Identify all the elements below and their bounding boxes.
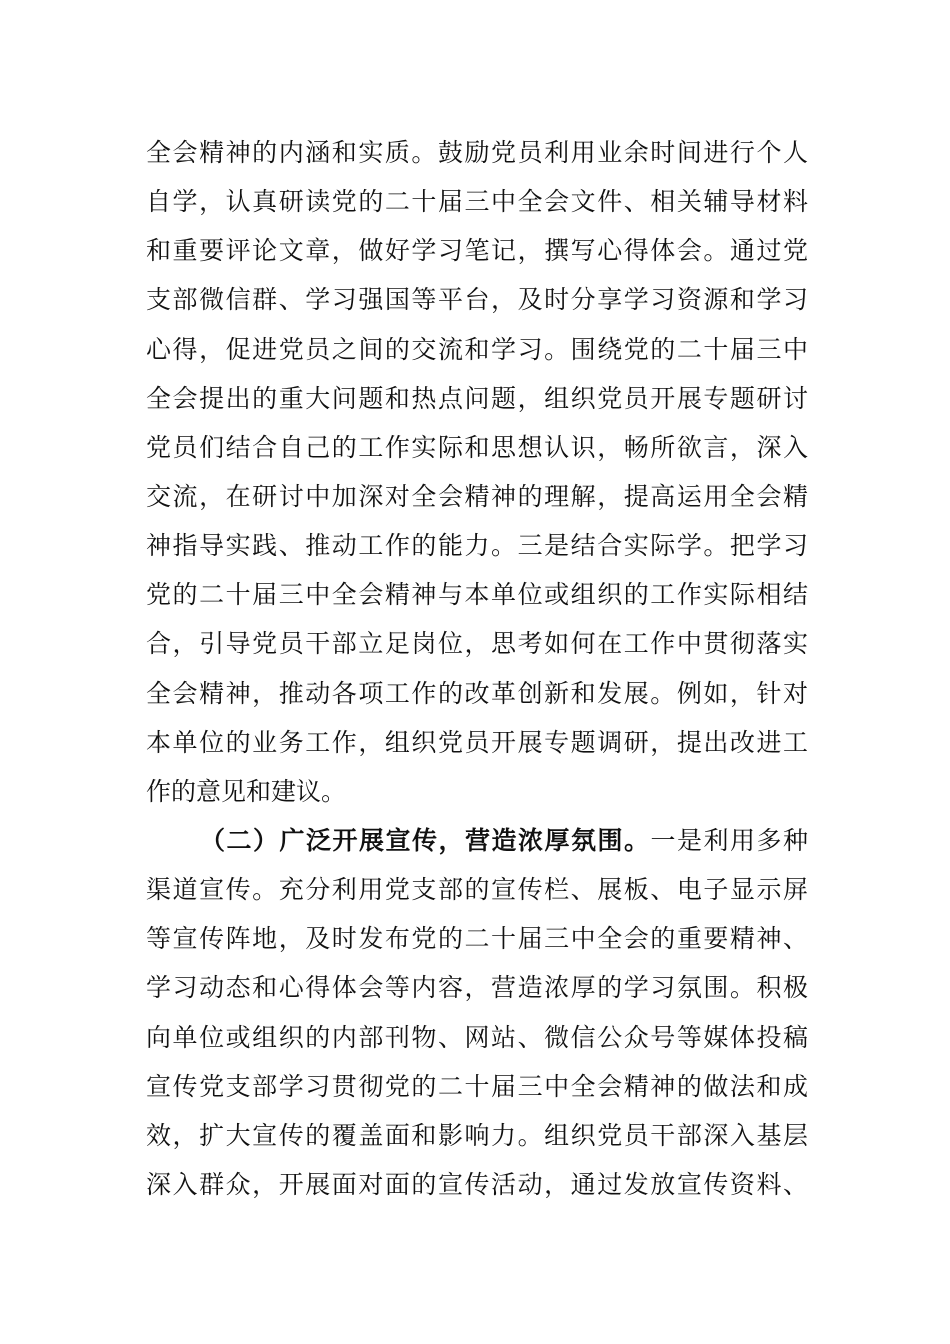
text-line: 本单位的业务工作，组织党员开展专题调研，提出改进工 bbox=[146, 727, 808, 757]
text-line: 效，扩大宣传的覆盖面和影响力。组织党员干部深入基层 bbox=[146, 1120, 808, 1150]
text-line: 作的意见和建议。 bbox=[146, 776, 347, 806]
text-line: 党员们结合自己的工作实际和思想认识，畅所欲言，深入 bbox=[146, 432, 808, 462]
text-line: 合，引导党员干部立足岗位，思考如何在工作中贯彻落实 bbox=[146, 629, 808, 659]
section-heading: （二）广泛开展宣传，营造浓厚氛围。 bbox=[200, 825, 651, 855]
text-line: 渠道宣传。充分利用党支部的宣传栏、展板、电子显示屏 bbox=[146, 875, 808, 905]
text-line: 向单位或组织的内部刊物、网站、微信公众号等媒体投稿 bbox=[146, 1022, 808, 1052]
text-line: 深入群众，开展面对面的宣传活动，通过发放宣传资料、 bbox=[146, 1169, 808, 1199]
text-line: 和重要评论文章，做好学习笔记，撰写心得体会。通过党 bbox=[146, 236, 808, 266]
text-line: 神指导实践、推动工作的能力。三是结合实际学。把学习 bbox=[146, 531, 808, 561]
text-line: 学习动态和心得体会等内容，营造浓厚的学习氛围。积极 bbox=[146, 973, 808, 1003]
text-line: 党的二十届三中全会精神与本单位或组织的工作实际相结 bbox=[146, 580, 808, 610]
text-line: 支部微信群、学习强国等平台，及时分享学习资源和学习 bbox=[146, 285, 808, 315]
section-heading-line bbox=[146, 816, 808, 865]
text-line: 等宣传阵地，及时发布党的二十届三中全会的重要精神、 bbox=[146, 924, 808, 954]
text-line: 宣传党支部学习贯彻党的二十届三中全会精神的做法和成 bbox=[146, 1071, 808, 1101]
text-line: 全会提出的重大问题和热点问题，组织党员开展专题研讨 bbox=[146, 383, 808, 413]
text-line: 全会精神，推动各项工作的改革创新和发展。例如，针对 bbox=[146, 678, 808, 708]
text-line: 全会精神的内涵和实质。鼓励党员利用业余时间进行个人 bbox=[146, 138, 808, 167]
text-line: 自学，认真研读党的二十届三中全会文件、相关辅导材料 bbox=[146, 187, 808, 217]
text-line: 心得，促进党员之间的交流和学习。围绕党的二十届三中 bbox=[146, 334, 808, 364]
body-text bbox=[146, 128, 808, 1209]
text-line: 交流，在研讨中加深对全会精神的理解，提高运用全会精 bbox=[146, 481, 808, 511]
text-line-rest: 一是利用多种 bbox=[650, 825, 808, 855]
